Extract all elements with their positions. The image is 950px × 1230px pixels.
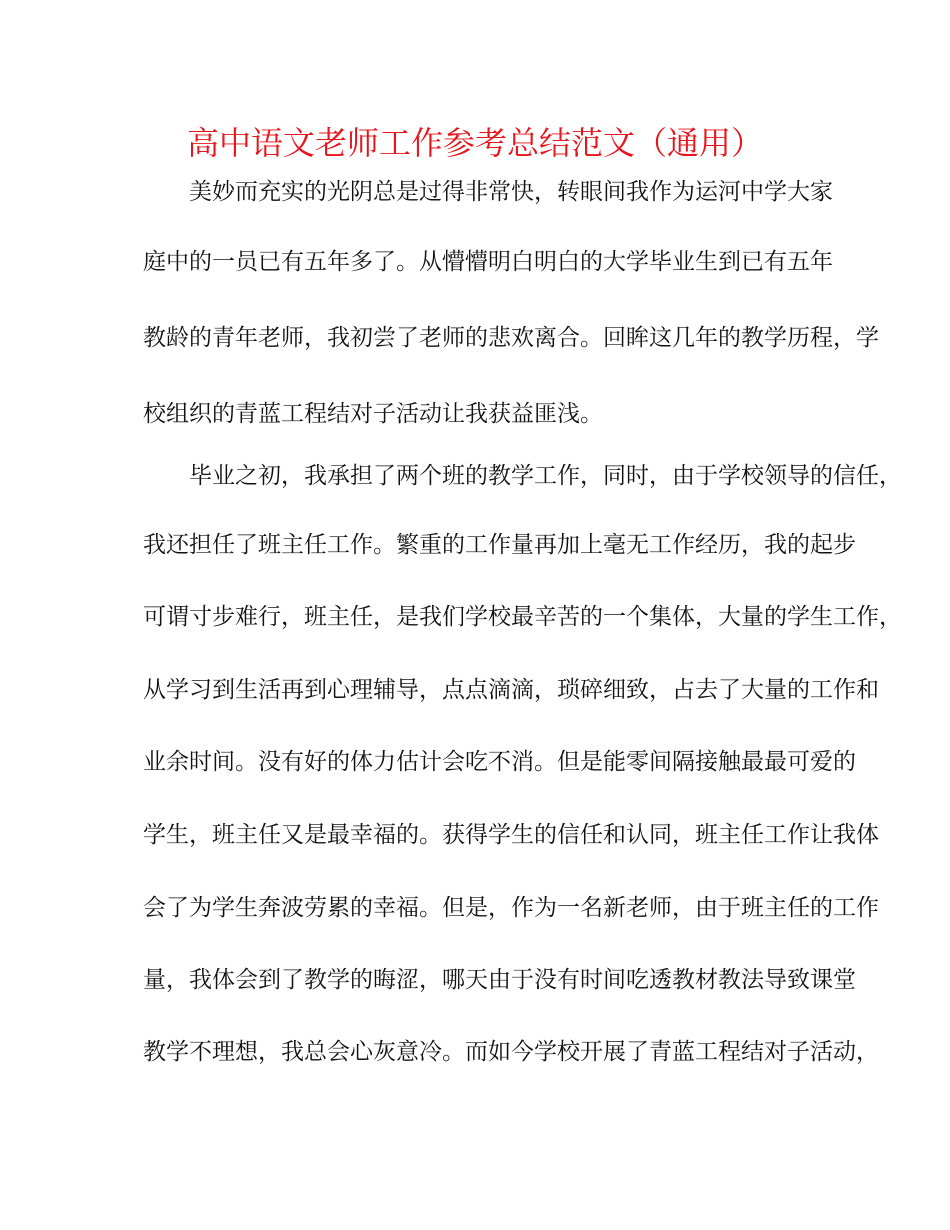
paragraph-2-line-9: 教学不理想，我总会心灰意冷。而如今学校开展了青蓝工程结对子活动， (143, 1039, 879, 1065)
paragraph-1-line-1: 美妙而充实的光阴总是过得非常快，转眼间我作为运河中学大家 (189, 179, 833, 205)
paragraph-1-line-3: 教龄的青年老师，我初尝了老师的悲欢离合。回眸这几年的教学历程，学 (143, 325, 879, 351)
paragraph-2-line-5: 业余时间。没有好的体力估计会吃不消。但是能零间隔接触最最可爱的 (143, 749, 856, 775)
paragraph-2-line-8: 量，我体会到了教学的晦涩，哪天由于没有时间吃透教材教法导致课堂 (143, 967, 856, 993)
paragraph-2-line-1: 毕业之初，我承担了两个班的教学工作，同时，由于学校领导的信任， (189, 463, 902, 489)
paragraph-2-line-7: 会了为学生奔波劳累的幸福。但是，作为一名新老师，由于班主任的工作 (143, 895, 879, 921)
paragraph-1-line-4: 校组织的青蓝工程结对子活动让我获益匪浅。 (143, 401, 603, 427)
paragraph-2-line-2: 我还担任了班主任工作。繁重的工作量再加上毫无工作经历，我的起步 (143, 532, 856, 558)
paragraph-2-line-6: 学生，班主任又是最幸福的。获得学生的信任和认同，班主任工作让我体 (143, 822, 879, 848)
paragraph-2-line-4: 从学习到生活再到心理辅导，点点滴滴，琐碎细致，占去了大量的工作和 (143, 677, 879, 703)
document-title: 高中语文老师工作参考总结范文（通用） (186, 124, 763, 162)
paragraph-1-line-2: 庭中的一员已有五年多了。从懵懵明白明白的大学毕业生到已有五年 (143, 249, 833, 275)
paragraph-2-line-3: 可谓寸步难行，班主任，是我们学校最辛苦的一个集体，大量的学生工作， (143, 604, 902, 630)
